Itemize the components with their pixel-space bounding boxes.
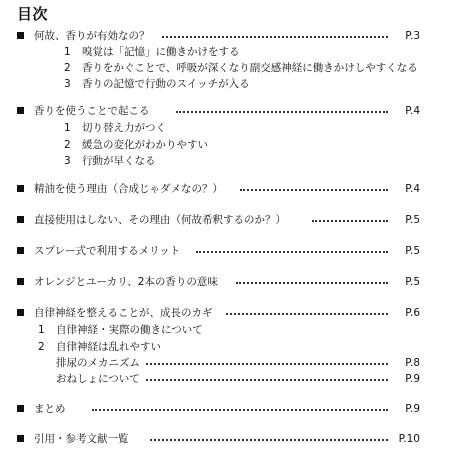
- toc-page-number: P.4: [405, 105, 420, 117]
- leader-dots: [146, 379, 388, 381]
- toc-item-number: 1: [38, 324, 45, 336]
- toc-subitem[interactable]: [0, 339, 460, 355]
- toc-item-label: 行動が早くなる: [82, 155, 156, 167]
- toc-section-label: 精油を使う理由（合成じゃダメなの？）: [34, 183, 223, 195]
- leader-dots: [150, 439, 388, 441]
- square-bullet-icon: [17, 309, 24, 316]
- toc-subitem[interactable]: [0, 44, 460, 60]
- leader-dots: [146, 363, 388, 365]
- toc-item-number: 1: [64, 46, 71, 58]
- toc-subitem[interactable]: [0, 76, 460, 92]
- toc-section-spray[interactable]: [0, 243, 460, 259]
- toc-item-number: 2: [64, 139, 71, 151]
- leader-dots: [226, 313, 388, 315]
- toc-page-number: P.10: [398, 433, 420, 445]
- toc-page-number: P.5: [405, 276, 420, 288]
- square-bullet-icon: [17, 32, 24, 39]
- leader-dots: [176, 111, 388, 113]
- toc-page-number: P.5: [405, 214, 420, 226]
- leader-dots: [92, 409, 388, 411]
- square-bullet-icon: [17, 278, 24, 285]
- toc-subitem-label: おねしょについて: [56, 373, 140, 385]
- leader-dots: [162, 36, 388, 38]
- square-bullet-icon: [17, 247, 24, 254]
- toc-section-summary[interactable]: [0, 401, 460, 417]
- toc-page-number: P.5: [405, 245, 420, 257]
- toc-section-label: 何故、香りが有効なの？: [34, 30, 150, 42]
- toc-subitem[interactable]: [0, 60, 460, 76]
- toc-page-number: P.8: [405, 357, 420, 369]
- toc-section-effects[interactable]: [0, 103, 460, 119]
- leader-dots: [196, 251, 388, 253]
- toc-section-references[interactable]: [0, 431, 460, 447]
- square-bullet-icon: [17, 107, 24, 114]
- toc-item-number: 2: [38, 341, 45, 353]
- toc-item-label: 自律神経は乱れやすい: [56, 341, 161, 353]
- toc-subitem[interactable]: [0, 322, 460, 338]
- toc-subsubitem[interactable]: [0, 355, 460, 371]
- toc-subsubitem[interactable]: [0, 371, 460, 387]
- toc-page-number: P.3: [405, 30, 420, 42]
- toc-section-label: まとめ: [34, 403, 66, 415]
- toc-section-label: 自律神経を整えることが、成長のカギ: [34, 307, 213, 319]
- toc-item-number: 2: [64, 62, 71, 74]
- leader-dots: [312, 220, 388, 222]
- toc-item-number: 3: [64, 155, 71, 167]
- toc-subitem[interactable]: [0, 137, 460, 153]
- toc-subitem-label: 排尿のメカニズム: [56, 357, 140, 369]
- toc-section-label: スプレー式で利用するメリット: [34, 245, 181, 257]
- toc-section-label: 直接使用はしない、その理由（何故希釈するのか？）: [34, 214, 286, 226]
- toc-section-essential-oil[interactable]: [0, 181, 460, 197]
- square-bullet-icon: [17, 216, 24, 223]
- toc-page-number: P.4: [405, 183, 420, 195]
- square-bullet-icon: [17, 435, 24, 442]
- toc-title: 目次: [17, 5, 49, 23]
- toc-item-label: 嗅覚は「記憶」に働きかけをする: [82, 46, 240, 58]
- toc-section-why-scent[interactable]: [0, 28, 460, 44]
- toc-page-number: P.9: [405, 373, 420, 385]
- toc-section-two-scents[interactable]: [0, 274, 460, 290]
- square-bullet-icon: [17, 185, 24, 192]
- toc-section-label: 香りを使うことで起こる: [34, 105, 150, 117]
- toc-item-label: 香りをかぐことで、呼吸が深くなり副交感神経に働きかけしやすくなる: [82, 62, 418, 74]
- square-bullet-icon: [17, 405, 24, 412]
- toc-item-label: 自律神経・実際の働きについて: [56, 324, 203, 336]
- leader-dots: [240, 189, 388, 191]
- toc-subitem[interactable]: [0, 153, 460, 169]
- toc-item-number: 3: [64, 78, 71, 90]
- toc-item-label: 切り替え力がつく: [82, 122, 166, 134]
- leader-dots: [236, 282, 388, 284]
- toc-section-dilution[interactable]: [0, 212, 460, 228]
- toc-section-label: オレンジとユーカリ、2本の香りの意味: [34, 276, 218, 288]
- toc-page-number: P.9: [405, 403, 420, 415]
- toc-page-number: P.6: [405, 307, 420, 319]
- toc-item-label: 緩急の変化がわかりやすい: [82, 139, 208, 151]
- toc-section-label: 引用・参考文献一覧: [34, 433, 129, 445]
- toc-subitem[interactable]: [0, 120, 460, 136]
- toc-item-number: 1: [64, 122, 71, 134]
- toc-section-autonomic[interactable]: [0, 305, 460, 321]
- toc-item-label: 香りの記憶で行動のスイッチが入る: [82, 78, 250, 90]
